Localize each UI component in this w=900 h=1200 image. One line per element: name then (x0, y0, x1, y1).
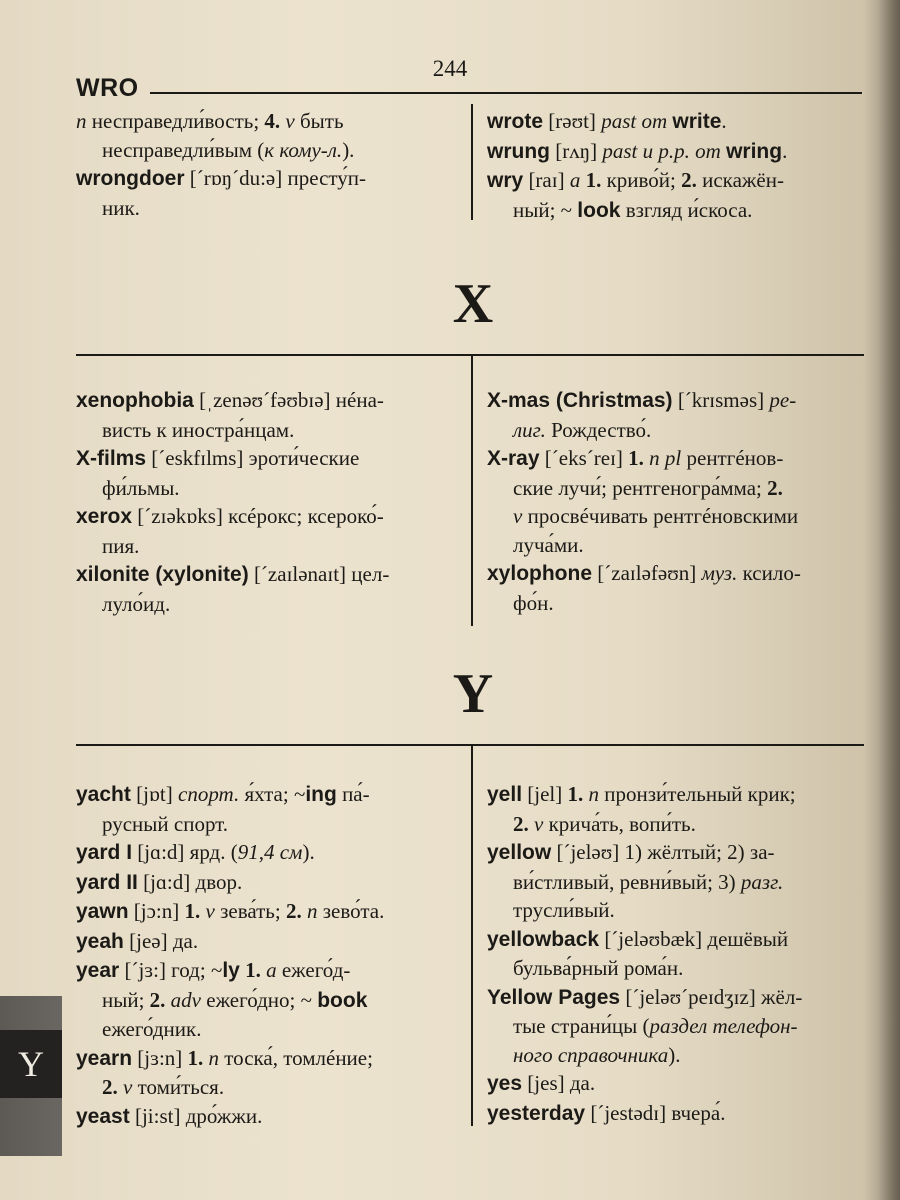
headword: year (76, 959, 120, 982)
grammar-label: раздел телефон- (649, 1014, 798, 1038)
grammar-label: ре- (769, 388, 797, 412)
grammar-label: a (569, 168, 581, 192)
entry-text: [´zaɪləfəʊn] (592, 561, 702, 585)
dictionary-entry (76, 897, 460, 927)
dictionary-entry (487, 166, 871, 225)
entry-text: ный; (102, 987, 150, 1012)
headword: yes (487, 1072, 523, 1095)
entry-text: [´jeləʊ] 1) жёлтый; 2) за- (551, 840, 775, 864)
entry-text: [jɑ:d] ярд. ( (132, 840, 238, 864)
section-letter-y: Y (452, 663, 494, 725)
headword: yell (487, 783, 523, 806)
entry-text: я́хта; ~ (239, 782, 306, 806)
thumb-index-letter: Y (0, 1030, 62, 1098)
entry-text: русный спорт. (102, 811, 229, 836)
entry-first-line (76, 502, 460, 532)
entry-text: [jɑ:d] двор. (137, 869, 243, 894)
entry-text: [´jestədɪ] вчера́. (585, 1100, 726, 1125)
entry-text: крича́ть, вопи́ть. (543, 811, 696, 836)
grammar-label: к кому-л. (264, 137, 343, 162)
dictionary-entry (487, 1069, 871, 1099)
entry-first-line (76, 868, 460, 898)
entry-text: фо́н. (513, 590, 554, 615)
entry-first-line (487, 444, 871, 474)
entry-continuation-line (487, 896, 871, 925)
headword: X-ray (487, 447, 540, 470)
column-divider-y (471, 746, 473, 1126)
entry-first-line (76, 897, 460, 927)
headword: yeast (76, 1104, 130, 1128)
grammar-label: a (266, 958, 277, 982)
entry-first-line (76, 107, 460, 136)
entry-first-line (487, 838, 871, 868)
headword: wrongdoer (76, 167, 185, 190)
sense-number: 2. (513, 811, 529, 836)
dictionary-entry (76, 927, 460, 957)
page-number: 244 (432, 56, 468, 81)
entry-text: ). (668, 1042, 681, 1067)
entry-first-line (76, 1102, 460, 1132)
entry-text: . (721, 109, 727, 133)
entry-text: фи́льмы. (102, 475, 180, 500)
grammar-label: v (205, 899, 215, 923)
entry-text: тоска́, томлéние; (219, 1045, 373, 1070)
dictionary-entry (76, 868, 460, 898)
entry-text: [rəʊt] (543, 109, 602, 133)
entry-continuation-line (76, 194, 460, 223)
entry-text: [raɪ] (523, 168, 570, 192)
sense-number: 2. (102, 1075, 118, 1099)
headword: wring (726, 139, 783, 163)
headword: X-mas (Christmas) (487, 389, 673, 412)
headword: wrung (487, 139, 550, 163)
entry-first-line (487, 166, 871, 196)
entry-text: ви́стливый, ревни́вый; 3) (513, 869, 741, 894)
entry-text: луло́ид. (102, 591, 171, 616)
sense-number: 2. (149, 987, 166, 1012)
entry-continuation-line (487, 502, 871, 531)
dictionary-entry (487, 386, 871, 444)
thumb-index-tab (0, 996, 62, 1156)
sense-number: 1. (585, 168, 602, 192)
entry-text: [´krɪsməs] (672, 388, 770, 412)
entry-continuation-line (487, 589, 871, 618)
headword: X-films (76, 447, 147, 470)
entry-text: зево́та. (317, 899, 385, 923)
dictionary-entry (76, 107, 460, 164)
entry-continuation-line (76, 986, 460, 1016)
grammar-label: спорт. (178, 782, 240, 806)
dictionary-entry (487, 983, 871, 1070)
entry-text: бульва́рный рома́н. (513, 956, 684, 980)
entry-continuation-line (76, 136, 460, 165)
headword: xerox (76, 505, 133, 528)
entry-first-line (487, 137, 871, 167)
entry-continuation-line (76, 810, 460, 839)
entry-text: Рождество́. (545, 417, 652, 442)
entry-text: [´zɪəkɒks] ксéрокс; ксероко́- (132, 504, 384, 528)
dictionary-entry (487, 925, 871, 983)
entry-text: па́- (336, 782, 370, 806)
headword: wry (487, 169, 524, 192)
grammar-label: разг. (740, 869, 784, 894)
headword: yellow (487, 841, 552, 864)
running-header-word: WRO (76, 74, 139, 102)
headword: write (672, 110, 722, 133)
entry-first-line (487, 780, 871, 810)
entry-text: [´jɜ:] год; ~ (119, 958, 223, 982)
headword: yard I (76, 841, 133, 864)
entry-continuation-line (76, 532, 460, 561)
dictionary-entry (487, 444, 871, 559)
sense-number: 2. (285, 899, 302, 923)
grammar-label: v (534, 811, 544, 836)
entry-first-line (76, 838, 460, 868)
entry-first-line (76, 386, 460, 416)
entry-text: [jel] (522, 782, 568, 806)
entry-text: луча́ми. (513, 532, 584, 557)
entry-text: томи́ться. (132, 1075, 225, 1099)
entry-text: ксило- (737, 561, 801, 585)
grammar-label: v (123, 1075, 133, 1099)
header-rule (150, 92, 862, 94)
entry-continuation-line (487, 196, 871, 226)
sense-number: 4. (264, 109, 281, 133)
entry-continuation-line (76, 1015, 460, 1044)
sense-number: 1. (187, 1045, 204, 1070)
entry-continuation-line (487, 868, 871, 897)
entry-text: несправедли́вость; (86, 109, 265, 133)
entry-continuation-line (76, 590, 460, 619)
dictionary-entry (76, 444, 460, 502)
y-section-right-column (487, 780, 871, 1128)
entry-text: взгляд и́скоса. (620, 197, 753, 222)
grammar-label: n (208, 1045, 220, 1070)
entry-text: ежего́дник. (102, 1017, 202, 1041)
section-letter-x: X (452, 273, 494, 335)
sense-number: 1. (628, 446, 644, 470)
dictionary-entry (76, 164, 460, 222)
dictionary-entry (76, 956, 460, 1044)
entry-continuation-line (487, 954, 871, 983)
headword: yawn (76, 900, 129, 923)
entry-first-line (487, 1099, 871, 1129)
entry-text: [ji:st] дро́жжи. (129, 1103, 263, 1128)
grammar-label: adv (170, 987, 201, 1012)
entry-text: висть к иностра́нцам. (102, 417, 295, 442)
entry-first-line (487, 386, 871, 416)
entry-first-line (76, 164, 460, 194)
headword: Yellow Pages (487, 985, 621, 1009)
entry-text: пронзи́тельный крик; (599, 782, 796, 806)
entry-text: [´rɒŋ´du:ə] престу́п- (184, 166, 367, 190)
grammar-label: 91,4 см (237, 840, 303, 864)
w-section-right-column (487, 107, 871, 225)
entry-first-line (487, 925, 871, 955)
entry-first-line (487, 559, 871, 589)
sense-number: 1. (245, 958, 261, 982)
entry-text: [ˌzenəʊ´fəʊbɪə] нéна- (193, 388, 384, 412)
dictionary-entry (76, 560, 460, 618)
entry-text: [jɜ:n] (132, 1045, 188, 1070)
headword: ing (305, 783, 337, 806)
w-section-left-column (76, 107, 460, 222)
grammar-label: n (588, 782, 600, 806)
entry-first-line (76, 1044, 460, 1074)
section-rule-y (76, 744, 864, 746)
headword: xylophone (487, 562, 593, 585)
entry-text: ежего́д- (276, 958, 351, 982)
column-divider-x (471, 356, 473, 626)
grammar-label: n pl (649, 446, 682, 470)
dictionary-entry (76, 1102, 460, 1132)
entry-text: ские лучи́; рентгеногра́мма; (513, 475, 768, 500)
entry-text: трусли́вый. (513, 898, 615, 922)
headword: book (317, 988, 368, 1012)
entry-text: [jɒt] (130, 782, 178, 806)
section-rule-x (76, 354, 864, 356)
dictionary-entry (76, 1044, 460, 1102)
entry-first-line (76, 956, 460, 986)
dictionary-entry (487, 838, 871, 925)
entry-text: пия. (102, 533, 140, 558)
entry-text: быть (294, 109, 344, 133)
headword: yeah (76, 929, 124, 953)
dictionary-entry (76, 838, 460, 868)
grammar-label: ного справочника (513, 1042, 669, 1067)
grammar-label: n (306, 899, 318, 923)
entry-continuation-line (487, 1012, 871, 1041)
headword: yacht (76, 783, 131, 806)
dictionary-entry (487, 780, 871, 838)
grammar-label: муз. (701, 561, 738, 585)
entry-text: [jeə] да. (123, 928, 199, 953)
entry-text: тые страни́цы ( (513, 1014, 650, 1038)
headword: yard II (76, 870, 138, 894)
entry-first-line (487, 107, 871, 137)
entry-text: рентгéнов- (681, 446, 784, 470)
entry-continuation-line (487, 474, 871, 503)
headword: wrote (487, 110, 544, 133)
dictionary-entry (487, 559, 871, 617)
grammar-label: past и p.p. от (602, 138, 721, 163)
headword: xenophobia (76, 389, 194, 412)
dictionary-entry (487, 137, 871, 167)
headword: ly (222, 959, 240, 982)
grammar-label: n (76, 109, 87, 133)
entry-first-line (487, 1069, 871, 1099)
entry-text: ный; ~ (513, 197, 578, 222)
entry-text: искажён- (696, 168, 784, 192)
entry-continuation-line (76, 474, 460, 503)
sense-number: 2. (767, 475, 783, 500)
sense-number: 1. (567, 782, 584, 806)
headword: yearn (76, 1046, 133, 1070)
entry-text: [´jeləʊ´peɪdʒɪz] жёл- (620, 984, 803, 1009)
entry-text: ). (342, 137, 355, 162)
entry-text: ник. (102, 195, 140, 220)
entry-text: [´zaɪlənaɪt] цел- (248, 562, 390, 586)
entry-text: [´jeləʊbæk] дешёвый (599, 926, 789, 951)
entry-text: несправедли́вым ( (102, 137, 265, 162)
sense-number: 1. (184, 899, 201, 923)
x-section-left-column (76, 386, 460, 618)
entry-text: [jes] да. (522, 1071, 596, 1095)
entry-text: ). (302, 840, 315, 864)
entry-text: просвéчивать рентгéновскими (522, 504, 799, 528)
page-edge-shadow (878, 0, 900, 1200)
grammar-label: лиг. (513, 417, 546, 442)
entry-first-line (76, 560, 460, 590)
entry-text: [´eks´reɪ] (539, 446, 629, 470)
headword: xilonite (xylonite) (76, 563, 249, 586)
headword: yellowback (487, 927, 600, 951)
entry-text: [rʌŋ] (550, 138, 603, 163)
headword: yesterday (487, 1101, 586, 1125)
entry-continuation-line (487, 1041, 871, 1070)
x-section-right-column (487, 386, 871, 617)
entry-first-line (76, 444, 460, 474)
entry-text: зева́ть; (214, 899, 286, 923)
headword: look (577, 198, 621, 222)
entry-first-line (76, 780, 460, 810)
entry-text: . (782, 138, 788, 163)
sense-number: 2. (681, 168, 697, 192)
grammar-label: past от (601, 109, 668, 133)
entry-text: ежего́дно; ~ (201, 987, 318, 1012)
entry-continuation-line (76, 416, 460, 445)
entry-first-line (487, 983, 871, 1013)
grammar-label: v (513, 504, 523, 528)
entry-continuation-line (76, 1073, 460, 1102)
entry-text: [´eskfɪlms] эроти́ческие (146, 446, 360, 470)
dictionary-entry (76, 780, 460, 838)
entry-text: криво́й; (601, 168, 682, 192)
entry-continuation-line (487, 810, 871, 839)
dictionary-entry (76, 502, 460, 560)
y-section-left-column (76, 780, 460, 1131)
entry-continuation-line (487, 416, 871, 445)
entry-first-line (76, 927, 460, 957)
dictionary-entry (487, 1099, 871, 1129)
dictionary-entry (76, 386, 460, 444)
column-divider-w (471, 104, 473, 220)
entry-text: [jɔ:n] (128, 899, 185, 923)
entry-continuation-line (487, 531, 871, 560)
dictionary-entry (487, 107, 871, 137)
grammar-label: v (285, 109, 295, 133)
